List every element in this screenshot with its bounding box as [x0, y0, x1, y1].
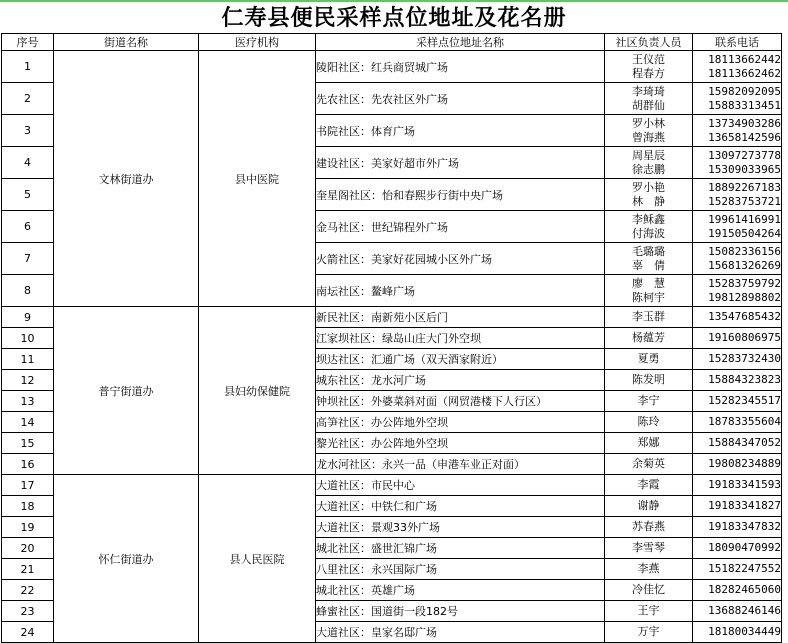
phone-number: 18282465060	[708, 583, 781, 596]
cell-site: 黎光社区：办公阵地外空坝	[316, 433, 605, 454]
cell-no: 24	[2, 622, 54, 643]
person-name: 谢静	[637, 499, 660, 512]
cell-org: 县人民医院	[199, 475, 316, 643]
phone-number: 15283759792	[708, 276, 781, 290]
phone-number: 15283732430	[708, 352, 781, 365]
phone-number: 15883313451	[708, 98, 781, 112]
cell-person	[605, 622, 693, 643]
phone-number: 15884347052	[708, 436, 781, 449]
cell-person	[605, 475, 693, 496]
cell-no: 7	[2, 243, 54, 275]
cell-site: 城北社区：英雄广场	[316, 580, 605, 601]
cell-phone	[693, 147, 782, 179]
cell-person	[605, 391, 693, 412]
person-name: 曾海燕	[632, 130, 665, 144]
phone-number: 18180034449	[708, 625, 781, 638]
person-name: 李琦琦	[632, 84, 665, 98]
person-name: 冷佳忆	[632, 583, 665, 596]
cell-phone	[693, 307, 782, 328]
cell-site: 奎星阁社区：怡和春熙步行街中央广场	[316, 179, 605, 211]
person-name: 李燕	[637, 562, 660, 575]
cell-site: 大道社区：中铁仁和广场	[316, 496, 605, 517]
cell-person	[605, 328, 693, 349]
cell-street: 普宁街道办	[54, 307, 199, 475]
phone-number: 19183341827	[708, 499, 781, 512]
phone-number: 15282345517	[708, 394, 781, 407]
cell-person	[605, 83, 693, 115]
person-name: 万宇	[637, 625, 660, 638]
cell-person	[605, 496, 693, 517]
phone-number: 15309033965	[708, 162, 781, 176]
header-street: 街道名称	[54, 34, 199, 51]
cell-phone	[693, 328, 782, 349]
cell-no: 14	[2, 412, 54, 433]
cell-site: 大道社区：景观33外广场	[316, 517, 605, 538]
cell-no: 11	[2, 349, 54, 370]
cell-phone	[693, 559, 782, 580]
phone-number: 18113662462	[708, 66, 781, 80]
cell-phone	[693, 475, 782, 496]
cell-phone	[693, 370, 782, 391]
phone-number: 15182247552	[708, 562, 781, 575]
person-name: 李霞	[637, 478, 660, 491]
table-row	[2, 475, 782, 496]
person-name: 李玉群	[632, 310, 665, 323]
cell-no: 20	[2, 538, 54, 559]
roster-table	[1, 33, 782, 643]
cell-no: 2	[2, 83, 54, 115]
cell-person	[605, 580, 693, 601]
phone-number: 15082336156	[708, 244, 781, 258]
person-name: 杨蕴芳	[632, 331, 665, 344]
cell-site: 城北社区：盛世汇锦广场	[316, 538, 605, 559]
cell-street: 怀仁街道办	[54, 475, 199, 643]
phone-number: 19150504264	[708, 226, 781, 240]
phone-number: 15884323823	[708, 373, 781, 386]
person-name: 罗小林	[632, 116, 665, 130]
cell-no: 5	[2, 179, 54, 211]
header-site: 采样点位地址名称	[316, 34, 605, 51]
page-title: 仁寿县便民采样点位地址及花名册	[221, 5, 567, 31]
cell-street: 文林街道办	[54, 51, 199, 307]
cell-phone	[693, 115, 782, 147]
person-name: 李稣鑫	[632, 212, 665, 226]
person-name: 毛璐璐	[632, 244, 665, 258]
cell-no: 22	[2, 580, 54, 601]
cell-no: 10	[2, 328, 54, 349]
person-name: 余菊英	[632, 457, 665, 470]
person-name: 夏勇	[637, 352, 660, 365]
person-name: 陈发明	[632, 373, 665, 386]
cell-site: 陵阳社区：红兵商贸城广场	[316, 51, 605, 83]
cell-no: 17	[2, 475, 54, 496]
phone-number: 18783355604	[708, 415, 781, 428]
cell-site: 龙水河社区：永兴一品（申港车业正对面）	[316, 454, 605, 475]
cell-no: 12	[2, 370, 54, 391]
cell-org: 县妇幼保健院	[199, 307, 316, 475]
header-person: 社区负责人员	[605, 34, 693, 51]
cell-phone	[693, 580, 782, 601]
cell-phone	[693, 51, 782, 83]
cell-phone	[693, 275, 782, 307]
cell-site: 钟坝社区：外婆菜斜对面（网贸港楼下人行区）	[316, 391, 605, 412]
person-name: 苏春燕	[632, 520, 665, 533]
cell-site: 大道社区：市民中心	[316, 475, 605, 496]
cell-no: 9	[2, 307, 54, 328]
header-row	[2, 34, 782, 51]
cell-phone	[693, 454, 782, 475]
cell-phone	[693, 412, 782, 433]
cell-person	[605, 51, 693, 83]
person-name: 王宇	[637, 604, 660, 617]
phone-number: 13688246146	[708, 604, 781, 617]
header-org: 医疗机构	[199, 34, 316, 51]
phone-number: 13658142596	[708, 130, 781, 144]
cell-person	[605, 349, 693, 370]
person-name: 胡群仙	[632, 98, 665, 112]
phone-number: 18090470992	[708, 541, 781, 554]
cell-site: 建设社区：美家好超市外广场	[316, 147, 605, 179]
cell-person	[605, 179, 693, 211]
phone-number: 19183347832	[708, 520, 781, 533]
cell-site: 书院社区：体育广场	[316, 115, 605, 147]
cell-person	[605, 211, 693, 243]
cell-no: 1	[2, 51, 54, 83]
cell-phone	[693, 433, 782, 454]
cell-no: 19	[2, 517, 54, 538]
cell-no: 4	[2, 147, 54, 179]
cell-no: 8	[2, 275, 54, 307]
cell-site: 火箭社区：美家好花园城小区外广场	[316, 243, 605, 275]
cell-site: 八里社区：永兴国际广场	[316, 559, 605, 580]
table-row	[2, 51, 782, 83]
cell-site: 新民社区：南新苑小区后门	[316, 307, 605, 328]
phone-number: 15283753721	[708, 194, 781, 208]
top-border-line	[0, 0, 788, 2]
cell-person	[605, 243, 693, 275]
person-name: 廖 慧	[632, 276, 665, 290]
phone-number: 19812898802	[708, 290, 781, 304]
person-name: 罗小艳	[632, 180, 665, 194]
cell-site: 城东社区：龙水河广场	[316, 370, 605, 391]
phone-number: 19961416991	[708, 212, 781, 226]
phone-number: 15681326269	[708, 258, 781, 272]
cell-no: 23	[2, 601, 54, 622]
cell-site: 先农社区：先农社区外广场	[316, 83, 605, 115]
cell-person	[605, 433, 693, 454]
cell-person	[605, 517, 693, 538]
table-row	[2, 307, 782, 328]
person-name: 程春方	[632, 66, 665, 80]
phone-number: 15982092095	[708, 84, 781, 98]
phone-number: 19160806975	[708, 331, 781, 344]
cell-no: 13	[2, 391, 54, 412]
person-name: 王仪范	[632, 52, 665, 66]
cell-phone	[693, 517, 782, 538]
cell-site: 南坛社区：鳌峰广场	[316, 275, 605, 307]
cell-person	[605, 412, 693, 433]
cell-site: 江家坝社区：绿岛山庄大门外空坝	[316, 328, 605, 349]
person-name: 林 静	[632, 194, 665, 208]
person-name: 李宁	[637, 394, 660, 407]
cell-phone	[693, 211, 782, 243]
cell-person	[605, 307, 693, 328]
cell-site: 坝达社区：汇通广场（双天酒家附近）	[316, 349, 605, 370]
person-name: 陈玲	[637, 415, 660, 428]
cell-person	[605, 454, 693, 475]
header-phone: 联系电话	[693, 34, 782, 51]
cell-site: 高笋社区：办公阵地外空坝	[316, 412, 605, 433]
cell-site: 蜂蜜社区：国道街一段182号	[316, 601, 605, 622]
phone-number: 13734903286	[708, 116, 781, 130]
person-name: 付海波	[632, 226, 665, 240]
cell-person	[605, 147, 693, 179]
cell-phone	[693, 622, 782, 643]
cell-org: 县中医院	[199, 51, 316, 307]
person-name: 徐志鹏	[632, 162, 665, 176]
table-body	[2, 51, 782, 643]
phone-number: 18892267183	[708, 180, 781, 194]
cell-no: 3	[2, 115, 54, 147]
cell-phone	[693, 83, 782, 115]
phone-number: 19183341593	[708, 478, 781, 491]
cell-phone	[693, 391, 782, 412]
cell-phone	[693, 243, 782, 275]
cell-phone	[693, 496, 782, 517]
phone-number: 13547685432	[708, 310, 781, 323]
phone-number: 19808234889	[708, 457, 781, 470]
cell-phone	[693, 601, 782, 622]
person-name: 郑娜	[637, 436, 660, 449]
cell-person	[605, 559, 693, 580]
cell-person	[605, 538, 693, 559]
person-name: 周星辰	[632, 148, 665, 162]
cell-no: 16	[2, 454, 54, 475]
cell-no: 21	[2, 559, 54, 580]
cell-person	[605, 275, 693, 307]
person-name: 辜 倩	[632, 258, 665, 272]
person-name: 李雪琴	[632, 541, 665, 554]
cell-person	[605, 601, 693, 622]
person-name: 陈柯宇	[632, 290, 665, 304]
cell-person	[605, 115, 693, 147]
cell-site: 金马社区：世纪锦程外广场	[316, 211, 605, 243]
cell-site: 大道社区：皇家名邸广场	[316, 622, 605, 643]
cell-no: 6	[2, 211, 54, 243]
cell-phone	[693, 349, 782, 370]
cell-person	[605, 370, 693, 391]
cell-phone	[693, 538, 782, 559]
phone-number: 13097273778	[708, 148, 781, 162]
cell-phone	[693, 179, 782, 211]
phone-number: 18113662442	[708, 52, 781, 66]
cell-no: 18	[2, 496, 54, 517]
header-no: 序号	[2, 34, 54, 51]
cell-no: 15	[2, 433, 54, 454]
